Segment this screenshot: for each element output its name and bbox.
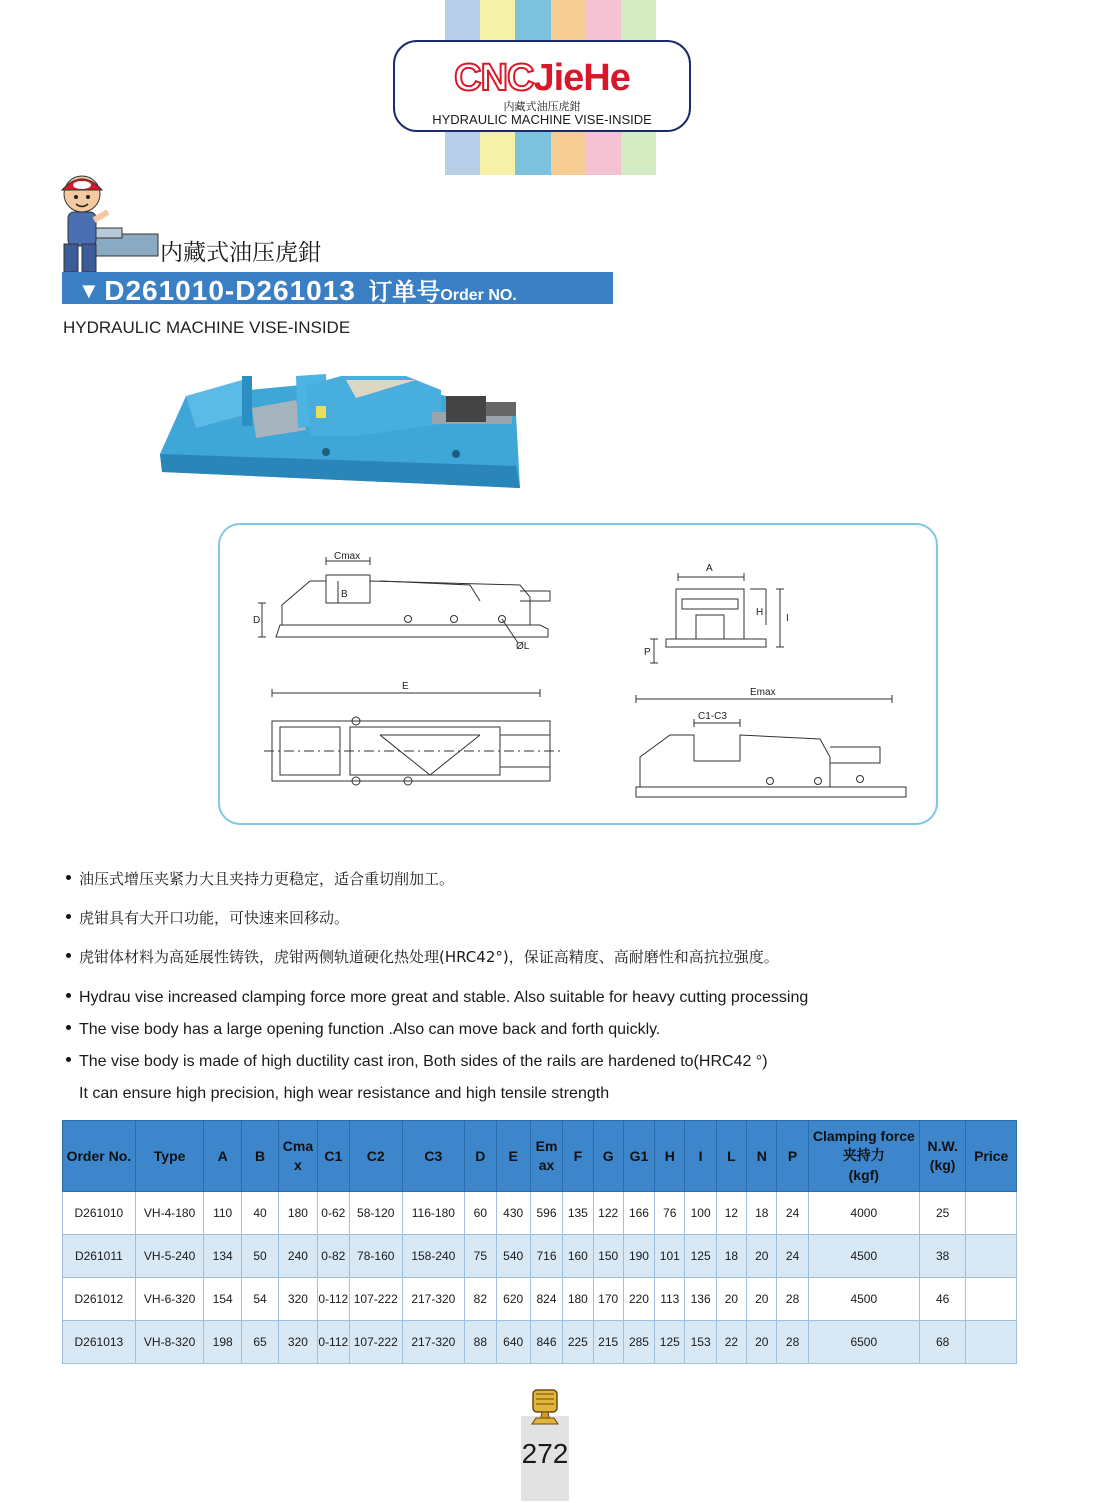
cell-f: 135 [563, 1192, 593, 1235]
cell-order: D261012 [63, 1278, 136, 1321]
cell-c1: 0-62 [317, 1192, 349, 1235]
page-number: 272 [521, 1438, 569, 1469]
cell-clamp: 4000 [808, 1192, 919, 1235]
cell-g1: 285 [623, 1321, 654, 1364]
th-p: P [777, 1121, 808, 1192]
cell-c3: 158-240 [402, 1235, 465, 1278]
cell-nw: 46 [919, 1278, 965, 1321]
cell-emax: 716 [530, 1235, 562, 1278]
th-i: I [685, 1121, 716, 1192]
cell-order: D261013 [63, 1321, 136, 1364]
cell-c3: 217-320 [402, 1278, 465, 1321]
cell-n: 20 [747, 1321, 777, 1364]
order-range: D261010-D261013 [104, 275, 356, 306]
label-b: B [341, 589, 348, 600]
cell-g: 215 [593, 1321, 623, 1364]
th-f: F [563, 1121, 593, 1192]
label-e: E [402, 681, 409, 692]
triangle-down-icon: ▼ [78, 278, 100, 303]
brand-jiehe: JieHe [533, 57, 630, 99]
th-cmax: Cma x [279, 1121, 317, 1192]
cell-n: 18 [747, 1192, 777, 1235]
cell-h: 101 [655, 1235, 685, 1278]
feature-en-item: The vise body has a large opening function .Also can move back and forth quickly. [66, 1019, 808, 1051]
cell-cmax: 320 [279, 1321, 317, 1364]
cell-clamp: 6500 [808, 1321, 919, 1364]
cell-emax: 596 [530, 1192, 562, 1235]
th-emax: Em ax [530, 1121, 562, 1192]
cell-type: VH-5-240 [135, 1235, 204, 1278]
th-g1: G1 [623, 1121, 654, 1192]
product-photo [156, 366, 526, 496]
cell-a: 134 [204, 1235, 241, 1278]
cell-price [966, 1192, 1017, 1235]
iso-view [636, 695, 906, 797]
cell-l: 20 [716, 1278, 746, 1321]
label-l: ØL [516, 641, 530, 652]
th-g: G [593, 1121, 623, 1192]
th-clamping-force: Clamping force 夹持力 (kgf) [808, 1121, 919, 1192]
cell-g: 150 [593, 1235, 623, 1278]
cell-i: 100 [685, 1192, 716, 1235]
cell-h: 125 [655, 1321, 685, 1364]
cell-clamp: 4500 [808, 1235, 919, 1278]
th-c3: C3 [402, 1121, 465, 1192]
th-type: Type [135, 1121, 204, 1192]
label-emax: Emax [750, 687, 776, 698]
features-en-list [66, 987, 808, 1115]
cell-emax: 824 [530, 1278, 562, 1321]
cell-a: 154 [204, 1278, 241, 1321]
brand-logo [393, 40, 691, 132]
product-subtitle: HYDRAULIC MACHINE VISE-INSIDE [63, 318, 351, 337]
feature-en-continuation: It can ensure high precision, high wear resistance and high tensile strength [79, 1085, 610, 1102]
cell-b: 40 [241, 1192, 278, 1235]
table-row [63, 1235, 1017, 1278]
cell-order: D261010 [63, 1192, 136, 1235]
cell-type: VH-4-180 [135, 1192, 204, 1235]
cell-i: 153 [685, 1321, 716, 1364]
cell-c1: 0-112 [317, 1278, 349, 1321]
feature-en-item: The vise body is made of high ductility cast iron, Both sides of the rails are hardened to(HRC42 °) [66, 1051, 808, 1083]
cell-clamp: 4500 [808, 1278, 919, 1321]
label-a: A [706, 563, 713, 574]
cell-l: 12 [716, 1192, 746, 1235]
cell-f: 160 [563, 1235, 593, 1278]
label-h: H [756, 607, 764, 618]
cell-type: VH-6-320 [135, 1278, 204, 1321]
table-row [63, 1321, 1017, 1364]
cell-b: 65 [241, 1321, 278, 1364]
cell-i: 136 [685, 1278, 716, 1321]
th-a: A [204, 1121, 241, 1192]
cell-g: 122 [593, 1192, 623, 1235]
cell-n: 20 [747, 1278, 777, 1321]
side-view [258, 557, 550, 643]
product-title-cn: 内藏式油压虎鉗 [160, 240, 321, 266]
th-l: L [716, 1121, 746, 1192]
spec-table [62, 1120, 1017, 1364]
feature-cn-item: 油压式增压夹紧力大且夹持力更稳定，适合重切削加工。 [66, 868, 779, 907]
spec-table-header [63, 1121, 1017, 1192]
cell-c1: 0-112 [317, 1321, 349, 1364]
th-c2: C2 [349, 1121, 402, 1192]
cell-c2: 58-120 [349, 1192, 402, 1235]
cell-price [966, 1235, 1017, 1278]
th-d: D [465, 1121, 496, 1192]
cell-p: 24 [777, 1192, 808, 1235]
label-i: I [786, 613, 789, 624]
cell-price [966, 1321, 1017, 1364]
cell-a: 198 [204, 1321, 241, 1364]
cell-cmax: 240 [279, 1235, 317, 1278]
front-view [650, 573, 784, 663]
cell-c1: 0-82 [317, 1235, 349, 1278]
cell-b: 54 [241, 1278, 278, 1321]
cell-e: 640 [496, 1321, 530, 1364]
technical-diagram [218, 523, 938, 825]
cell-cmax: 180 [279, 1192, 317, 1235]
cell-h: 113 [655, 1278, 685, 1321]
table-row [63, 1278, 1017, 1321]
label-p: P [644, 647, 651, 658]
cell-p: 28 [777, 1321, 808, 1364]
cell-l: 22 [716, 1321, 746, 1364]
order-label-en: Order NO. [440, 287, 517, 304]
cell-e: 540 [496, 1235, 530, 1278]
order-number-bar [62, 272, 613, 304]
cell-n: 20 [747, 1235, 777, 1278]
label-c1c3: C1-C3 [698, 711, 727, 722]
cell-emax: 846 [530, 1321, 562, 1364]
cell-f: 225 [563, 1321, 593, 1364]
cell-d: 60 [465, 1192, 496, 1235]
th-order: Order No. [63, 1121, 136, 1192]
th-e: E [496, 1121, 530, 1192]
cell-c2: 107-222 [349, 1321, 402, 1364]
cell-g1: 220 [623, 1278, 654, 1321]
th-c1: C1 [317, 1121, 349, 1192]
cell-l: 18 [716, 1235, 746, 1278]
cell-type: VH-8-320 [135, 1321, 204, 1364]
cell-p: 28 [777, 1278, 808, 1321]
cell-g: 170 [593, 1278, 623, 1321]
feature-cn-item: 虎钳具有大开口功能，可快速来回移动。 [66, 907, 779, 946]
cell-e: 430 [496, 1192, 530, 1235]
cell-p: 24 [777, 1235, 808, 1278]
cell-c2: 78-160 [349, 1235, 402, 1278]
feature-en-item: Hydrau vise increased clamping force more great and stable. Also suitable for heavy cutting processing [66, 987, 808, 1019]
feature-cn-item: 虎钳体材料为高延展性铸铁，虎钳两侧轨道硬化热处理(HRC42°)，保证高精度、高耐磨性和高抗拉强度。 [66, 946, 779, 985]
cell-d: 75 [465, 1235, 496, 1278]
mascot-illustration [48, 172, 160, 276]
cell-price [966, 1278, 1017, 1321]
cell-nw: 25 [919, 1192, 965, 1235]
cell-h: 76 [655, 1192, 685, 1235]
cell-c3: 217-320 [402, 1321, 465, 1364]
category-cn: 内藏式油压虎鉗 [503, 100, 581, 113]
cell-nw: 68 [919, 1321, 965, 1364]
cell-f: 180 [563, 1278, 593, 1321]
top-view [264, 689, 560, 785]
cell-e: 620 [496, 1278, 530, 1321]
th-price: Price [966, 1121, 1017, 1192]
order-label-cn: 订单号 [368, 278, 441, 306]
cell-order: D261011 [63, 1235, 136, 1278]
cell-c2: 107-222 [349, 1278, 402, 1321]
th-n: N [747, 1121, 777, 1192]
cell-g1: 166 [623, 1192, 654, 1235]
features-cn-list [66, 868, 779, 985]
th-b: B [241, 1121, 278, 1192]
cell-nw: 38 [919, 1235, 965, 1278]
trophy-icon [528, 1388, 562, 1428]
cell-d: 88 [465, 1321, 496, 1364]
cell-c3: 116-180 [402, 1192, 465, 1235]
category-en: HYDRAULIC MACHINE VISE-INSIDE [432, 112, 652, 127]
brand-cnc: CNC [454, 57, 534, 99]
cell-i: 125 [685, 1235, 716, 1278]
cell-cmax: 320 [279, 1278, 317, 1321]
th-nw: N.W. (kg) [919, 1121, 965, 1192]
cell-d: 82 [465, 1278, 496, 1321]
label-d: D [253, 615, 261, 626]
th-h: H [655, 1121, 685, 1192]
label-cmax: Cmax [334, 551, 361, 562]
table-row [63, 1192, 1017, 1235]
cell-b: 50 [241, 1235, 278, 1278]
cell-a: 110 [204, 1192, 241, 1235]
cell-g1: 190 [623, 1235, 654, 1278]
